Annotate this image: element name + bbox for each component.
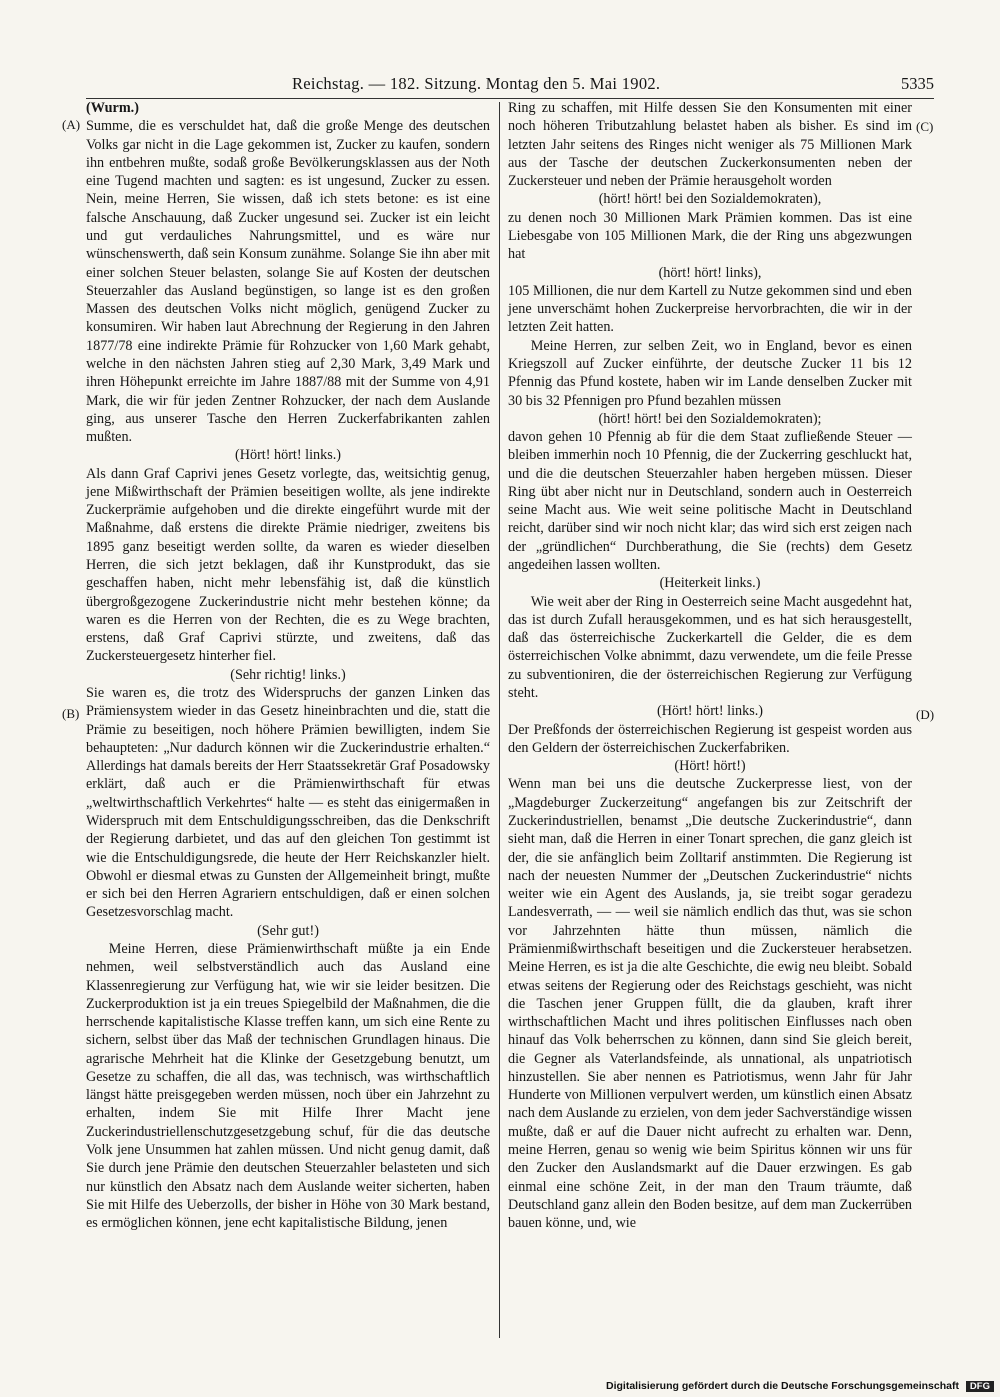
margin-marker-a: (A) [62,117,81,132]
speaker-name: (Wurm.) [86,100,139,116]
right-column [508,99,912,1232]
page-number: 5335 [901,74,934,93]
right-paragraph: Wenn man bei uns die deutsche Zuckerpresse liest, von der „Magdeburger Zuckerzeitung“ angefangen bis zur Zeitschrift der Zuckerindustriellen, benamst „Die deutsche Zuckerindustrie“, dann sieht man, daß die Herren in einer Tonart sprechen, die ganz gleich ist der, die sie anfänglich beim Zolltarif anstimmten. Die Regierung ist nach der neuesten Nummer der „Deutschen Zuckerindustrie“ nichts weiter wie ein Agent des Auslands, ja, sie treibt sogar geradezu Landesverrath, — — weil sie nämlich endlich das thut, was sie schon vor Jahrzehnten hätte thun müssen, nämlich die Prämienmißwirthschaft beseitigen und die Zuckersteuer herabsetzen. Meine Herren, es ist ja die alte Geschichte, die ewig neu bleibt. Sobald etwas seitens der Regierung oder des Reichstags geschieht, was nicht die Taschen jener Gruppen füllt, die da glauben, kraft ihrer wirthschaftlichen Macht und ihres politischen Einflusses nach oben hinauf das Volk beherrschen zu können, dann sind Sie gleich bereit, die Gegner als Vaterlandsfeinde, als unnational, als unpatriotisch hinzustellen. Sie aber nennen es Patriotismus, wenn Jahr für Jahr Hunderte von Millionen verpulvert werden, um künstlich einen Absatz nach dem Auslande zu erzielen, von dem jeder Sachverständige wissen mußte, daß er auf die Dauer nicht aufrecht zu erhalten war. Denn, meine Herren, genau so wenig wie beim Spiritus können wir uns für den Zucker den Auslandsmarkt auf die Dauer erzwingen. Es gab einmal eine schöne Zeit, in der man den Traum träumte, daß Deutschland ganz allein den Boden besitze, auf dem man Zuckerrüben bauen könne, und, wie [508,776,912,1232]
margin-marker-c: (C) [916,119,934,134]
right-paragraph: zu denen noch 30 Millionen Mark Prämien kommen. Das ist eine Liebesgabe von 105 Millionen Mark, die der Ring uns abgezwungen hat [508,209,912,263]
right-paragraph: Wie weit aber der Ring in Oesterreich seine Macht ausgedehnt hat, das ist durch Zufall herausgekommen, und es hat sich herausgestellt, daß das österreichische Zuckerkartell die Gelder, die es dem österreichischen Volke abnimmt, dazu verwendete, um die feile Presse zu subventioniren, die der österreichischen Regierung zur Verfügung steht. [508,593,912,701]
right-paragraph: Der Preßfonds der österreichischen Regierung ist gespeist worden aus den Geldern der österreichischen Zuckerfabriken. [508,721,912,756]
left-paragraph: Als dann Graf Caprivi jenes Gesetz vorlegte, das, weitsichtig genug, jene Mißwirthschaft der Prämien beseitigen wollte, als jene indirekte Zuckerprämie aufgehoben und die direkte eingeführt wurde mit der Maßnahme, daß erstens die direkte Prämie niedriger, zweitens bis 1895 ganz beseitigt werden sollte, da waren es wieder dieselben Herren, die sich jetzt beklagen, daß ihr Kunstprodukt, das sie geschaffen haben, nicht mehr lebensfähig ist, daß die künstlich übergroßgezogene Zuckerindustrie nicht mehr bestehen könne; da waren es die Herren von der Rechten, die es zu Wege brachten, erstens, daß Graf Caprivi stürzte, und zweitens, daß das Zuckersteuergesetz hinterher fiel. [86,465,490,665]
left-paragraph: Summe, die es verschuldet hat, daß die große Menge des deutschen Volks gar nicht in die Lage gekommen ist, Zucker zu kaufen, sondern ihn entbehren mußte, sodaß große Bevölkerungsklassen aus der Noth eine Tugend machten und sagten: es ist ungesund, Zucker zu essen. Nein, meine Herren, Sie wissen, daß ich stets betone: es ist eine falsche Anschauung, daß Zucker ungesund sei. Zucker ist ein leicht und gut verdauliches Nahrungsmittel, und es wäre nur wünschenswerth, daß sein Konsum zunähme. Solange Sie ihn aber mit einer solchen Steuer belasten, solange Sie auf Kosten der deutschen Steuerzahler das Ausland begünstigen, so lange ist es den großen Massen des deutschen Volks nicht möglich, genügend Zucker zu konsumiren. Wir haben laut Abrechnung der Regierung in den Jahren 1877/78 eine indirekte Prämie für Rohzucker von 1,60 Mark gehabt, welche in den nächsten Jahren stieg auf 2,30 Mark, 3,49 Mark und ihren Höhepunkt erreichte im Jahre 1887/88 mit der Summe von 4,91 Mark, die wir für jeden Zentner Rohzucker, der nach dem Auslande ging, aus unserer Tasche den Herren Zuckerfabrikanten zahlen mußten. [86,118,490,446]
right-paragraph: Meine Herren, zur selben Zeit, wo in England, bevor es einen Kriegszoll auf Zucker einführte, der deutsche Zucker 11 bis 12 Pfennig das Pfund kostete, haben wir im Lande denselben Zucker mit 30 bis 32 Pfennigen pro Pfund bezahlen müssen [508,337,912,409]
margin-marker-d: (D) [916,707,935,722]
left-paragraph: Meine Herren, diese Prämienwirthschaft müßte ja ein Ende nehmen, weil selbstverständlich auch das Ausland eine Klassenregierung zur Verfügung hat, wie wir sie leider besitzen. Die Zuckerproduktion ist ja ein treues Spiegelbild der Maßnahmen, die die herrschende kapitalistische Klasse treffen kann, um sich eine Rente zu sichern, selbst über das Maß der technischen Grundlagen hinaus. Die agrarische Mehrheit hat die Klinke der Gesetzgebung benutzt, um Gesetze zu schaffen, die all das, was technisch, was wirthschaftlich längst hätte preisgegeben werden müssen, noch über ein Jahrzehnt zu erhalten, indem Sie mit Hilfe Ihrer Macht jene Zuckerindustriellenschutzgesetzgebung schuf, für die das deutsche Volk jene Unsummen hat zahlen müssen. Und nicht genug damit, daß Sie durch jene Prämie den deutschen Steuerzahler belasteten und sich nur künstlich den Absatz nach dem Auslande weiter sicherten, haben Sie mit Hilfe des Ueberzolls, der bisher in Höhe von 30 Mark bestand, es ermöglichen können, jene echt kapitalistische Bildung, jenen [86,940,490,1232]
dfg-logo: DFG [966,1381,994,1392]
margin-marker-b: (B) [62,706,80,721]
left-column [86,99,490,1232]
left-interjection: (Hört! hört! links.) [235,447,341,464]
left-paragraph: Sie waren es, die trotz des Widerspruchs der ganzen Linken das Prämiensystem wieder in das Gesetz hineinbrachten und die, statt die Prämie zu beseitigen, noch höhere Prämien bewilligten, indem Sie behaupteten: „Nur dadurch können wir die Zuckerindustrie erhalten.“ Allerdings hat damals bereits der Herr Staatssekretär Graf Posadowsky erklärt, daß auch er die Prämienwirthschaft für etwas „weltwirthschaftlich Verkehrtes“ halte — es steht das einigermaßen in Widerspruch mit dem Entschuldigungsschreiben, das die Denkschrift der Regierung darbietet, und das auf den gleichen Ton gestimmt ist wie die Entschuldigungsrede, die heute der Herr Reichskanzler hielt. Obwohl er diesmal etwas zu Gunsten der Allgemeinheit bringt, mußte er sich bei den Herren Agrariern entschuldigen, daß er einen solchen Gesetzesvorschlag macht. [86,685,490,921]
right-paragraph: 105 Millionen, die nur dem Kartell zu Nutze gekommen sind und eben jene unverschämt hohen Zuckerpreise hervorbrachten, die wir in der letzten Zeit hatten. [508,282,912,336]
page-header [86,74,934,99]
right-interjection: (Hört! hört!) [674,758,746,775]
left-interjection: (Sehr gut!) [257,922,319,939]
right-interjection: (hört! hört! bei den Sozialdemokraten), [598,191,822,208]
right-interjection: (hört! hört! links), [658,264,762,281]
header-title: Reichstag. — 182. Sitzung. Montag den 5. Mai 1902. [292,74,661,93]
right-interjection: (Hört! hört! links.) [657,703,763,720]
left-interjection: (Sehr richtig! links.) [230,666,346,683]
footer-text: Digitalisierung gefördert durch die Deutsche Forschungsgemeinschaft [606,1380,959,1392]
right-paragraph: davon gehen 10 Pfennig ab für die dem Staat zufließende Steuer — bleiben immerhin noch 10 Pfennig, die der Zuckerring geschluckt hat, und die die deutschen Steuerzahler haben hergeben müssen. Dieser Ring übt aber nicht nur in Deutschland, sondern auch in Oesterreich seine Macht aus. Wie weit seine politische Macht in Deutschland reicht, darüber sind wir noch nicht klar; das wird sich erst zeigen nach der „gründlichen“ Durchberathung, die Sie (rechts) dem Gesetz angedeihen lassen wollten. [508,429,912,574]
footer-credit [606,1380,994,1392]
column-divider [499,102,500,1338]
right-interjection: (Heiterkeit links.) [659,575,761,592]
right-interjection: (hört! hört! bei den Sozialdemokraten); [598,410,822,427]
right-paragraph: Ring zu schaffen, mit Hilfe dessen Sie den Konsumenten mit einer noch höheren Tributzahlung belastet haben als bisher. Es sind im letzten Jahr seitens des Ringes nicht weniger als 75 Millionen Mark aus der Tasche der deutschen Zuckerkonsumenten neben der Zuckersteuer und neben der Prämie herausgeholt worden [508,100,912,190]
